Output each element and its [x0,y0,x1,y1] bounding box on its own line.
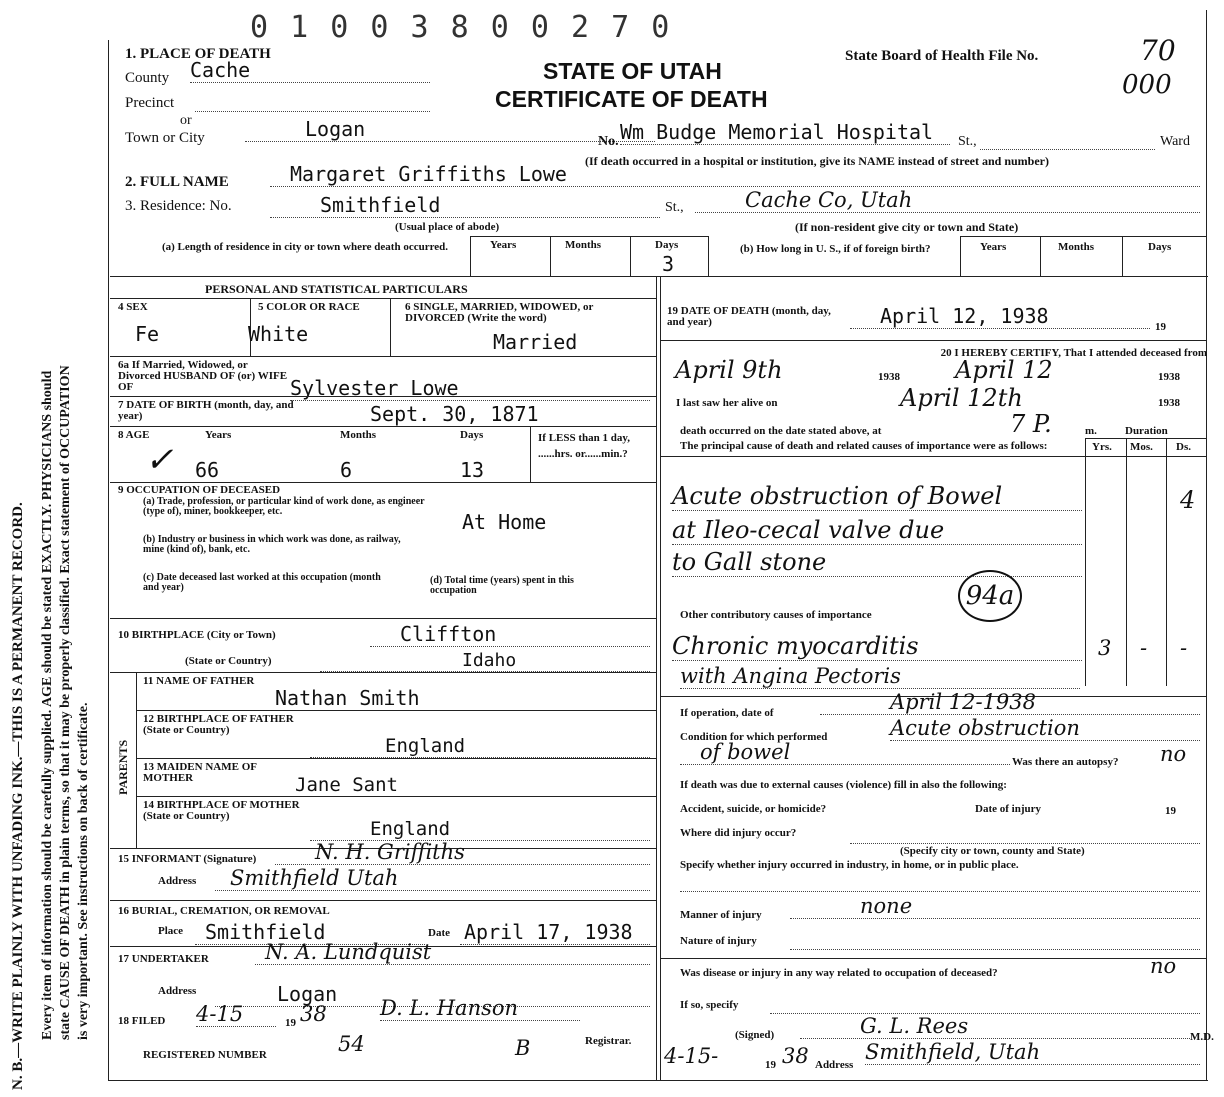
county-label: County [125,70,170,86]
manner-label: Manner of injury [680,909,762,921]
cause-label: The principal cause of death and related causes of importance were as follows: [680,440,1048,452]
occupation-related-top [660,958,1206,959]
age-days: 13 [460,458,485,482]
specify-industry-label: Specify whether injury occurred in industry, in home, or in public place. [680,859,1019,871]
attended-from: April 9th [675,356,783,384]
occupation-label: 9 OCCUPATION OF DECEASED [118,484,281,496]
autopsy-value: no [1160,742,1187,766]
spouse-value: Sylvester Lowe [290,376,650,401]
injury-19: 19 [1165,805,1176,817]
birthplace-label: 10 BIRTHPLACE (City or Town) [118,629,276,641]
undertaker-address: Logan [215,982,650,1007]
personal-line-3 [110,396,656,397]
age-years-label: Years [205,429,232,441]
cause-top [660,456,1206,457]
father-birthplace: England [310,735,650,758]
residence-value: Smithfield [270,193,660,218]
occupation-c-label: (c) Date deceased last worked at this occupation (month and year) [143,572,381,593]
cause-code: 94a [958,570,1022,622]
duration-col-3 [1166,438,1167,686]
registered-number-label: REGISTERED NUMBER [143,1049,267,1061]
res-box-div-3 [630,236,631,276]
last-saw-year: 1938 [1158,397,1180,409]
precinct-label: Precinct [125,95,175,111]
res-years-label: Years [490,239,517,251]
parents-top [110,672,656,673]
condition-line-2: of bowel [680,740,1010,765]
father-name: Nathan Smith [250,686,650,711]
birthplace-state-label: (State or Country) [185,655,272,667]
personal-line-4 [110,426,656,427]
duration-col-1 [1085,438,1086,686]
registrar-label: Registrar. [585,1035,632,1047]
res-box-div-2 [550,236,551,276]
undertaker-label: 17 UNDERTAKER [118,953,209,965]
us-box-div-2 [1040,236,1041,276]
ward-label: Ward [1160,134,1190,149]
age-divider [530,426,531,482]
father-name-label: 11 NAME OF FATHER [143,675,255,687]
last-saw-label: I last saw her alive on [676,397,778,409]
filed-label: 18 FILED [118,1015,166,1027]
registered-number: 54 [338,1032,365,1056]
ds-label: Ds. [1176,441,1191,453]
birthplace-state: Idaho [320,650,650,672]
full-name-value: Margaret Griffiths Lowe [270,162,1200,187]
age-label: 8 AGE [118,429,150,441]
occupation-d-label: (d) Total time (years) spent in this occupation [430,575,574,596]
specify-place-note: (Specify city or town, county and State) [900,845,1085,857]
res-days-value: 3 [662,252,675,276]
external-causes-label: If death was due to external causes (violence) fill in also the following: [680,779,1007,791]
age-months: 6 [340,458,353,482]
specify-industry-line [680,890,1200,892]
duration-label: Duration [1125,425,1168,437]
residence-label: 3. Residence: No. [125,198,232,214]
res-box-div-4 [708,236,709,276]
us-days-label: Days [1148,241,1172,253]
us-box-top [960,236,1206,237]
hospital-note: (If death occurred in a hospital or institution, give its NAME instead of street and number) [585,154,1050,168]
color-label: 5 COLOR OR RACE [258,301,360,313]
full-name-label: 2. FULL NAME [125,174,229,190]
length-residence-label: (a) Length of residence in city or town where death occurred. [161,241,449,253]
sidebar-warning: N. B.—WRITE PLAINLY WITH UNFADING INK.—THIS IS A PERMANENT RECORD. [10,502,26,1090]
color-divider [390,298,391,356]
signed-date: 4-15- [664,1044,719,1068]
marital-value: Married [493,330,578,354]
burial-label: 16 BURIAL, CREMATION, OR REMOVAL [118,905,330,917]
physician-signature: G. L. Rees [800,1014,1190,1039]
dod-bottom [660,340,1206,341]
frame-bottom [108,1080,1208,1081]
st-label: St., [958,134,977,149]
nature-label: Nature of injury [680,935,757,947]
autopsy-label: Was there an autopsy? [1012,756,1119,768]
sidebar-line-3: state CAUSE OF DEATH in plain terms, so that it may be properly classified. Exact statement of OCCUPATION [58,365,73,1040]
informant-address-label: Address [158,875,197,887]
sidebar-line-2: Every item of information should be carefully supplied. AGE should be stated EXACTLY. PHYSICIANS should [40,370,55,1040]
dod-19: 19 [1155,321,1166,333]
yrs-label: Yrs. [1092,441,1112,453]
dod-label: 19 DATE OF DEATH (month, day, and year) [667,305,831,328]
street-line [980,148,1155,150]
age-years: 66 [195,458,220,482]
sex-value: Fe [135,322,160,346]
manner-value: none [790,894,1200,919]
cause-1-days: 4 [1180,486,1196,514]
where-injury-line [850,842,1200,844]
res-days-label: Days [655,239,679,251]
filed-year: 38 [300,1002,327,1026]
filed-year-prefix: 19 [285,1017,296,1029]
informant-label: 15 INFORMANT (Signature) [118,853,257,865]
informant-bottom [110,900,656,901]
personal-line-2 [110,356,656,357]
other-causes-label: Other contributory causes of importance [680,609,872,621]
frame-right [1206,10,1207,1080]
mother-birthplace-label: 14 BIRTHPLACE OF MOTHER (State or Country) [143,799,300,822]
age-days-label: Days [460,429,484,441]
occurred-label: death occurred on the date stated above, at [680,425,882,437]
parents-side-label: PARENTS [116,739,130,795]
us-residence-label: (b) How long in U. S., if of foreign birth? [740,243,931,255]
burial-date-label: Date [428,927,450,939]
undertaker-signature: N. A. Lundquist [255,940,650,965]
signer-address-label: Address [815,1059,854,1071]
condition-line-1: Acute obstruction [890,716,1200,741]
nature-line [790,948,1200,950]
cause-line-1: Acute obstruction of Bowel [672,482,1082,511]
undertaker-address-label: Address [158,985,197,997]
filed-date: 4-15 [196,1002,276,1027]
section-divider [110,276,1208,277]
age-months-label: Months [340,429,377,441]
operation-label: If operation, date of [680,707,774,719]
county-value: Cache [190,58,430,83]
precinct-line [195,110,430,112]
other-days: - [1180,636,1188,660]
or-label: or [180,113,192,128]
us-years-label: Years [980,241,1007,253]
less-than-label: If LESS than 1 day, ......hrs. or......min.? [538,432,631,460]
birthplace-city: Cliffton [370,622,650,647]
sidebar-line-4: is very important. See instructions on back of certificate. [76,702,91,1040]
signer-address: Smithfield, Utah [865,1040,1200,1065]
sex-label: 4 SEX [118,301,148,313]
other-cause-1: Chronic myocarditis [672,632,1082,661]
other-cause-2: with Angina Pectoris [680,664,1080,689]
occupation-related-value: no [1150,954,1177,978]
other-months: - [1140,636,1148,660]
burial-place: Smithfield [195,920,425,945]
burial-date: April 17, 1938 [460,920,650,945]
file-no-label: State Board of Health File No. [845,48,1039,64]
mos-label: Mos. [1130,441,1153,453]
from-year: 1938 [878,371,900,383]
town-label: Town or City [125,130,205,146]
md-label: M.D. [1190,1031,1214,1043]
personal-section-title: PERSONAL AND STATISTICAL PARTICULARS [205,282,468,296]
hospital-value: Wm Budge Memorial Hospital [620,120,950,145]
injury-date-label: Date of injury [975,803,1041,815]
parents-line-2 [136,758,656,759]
occupation-value: At Home [462,510,547,534]
burial-place-label: Place [158,925,184,937]
mother-name-label: 13 MAIDEN NAME OF MOTHER [143,761,257,784]
occupation-a-label: (a) Trade, profession, or particular kind of work done, as engineer (type of), miner, bookkeeper, etc. [143,496,425,517]
where-injury-label: Where did injury occur? [680,827,797,839]
parents-line-1 [136,710,656,711]
registered-b: B [515,1036,531,1060]
personal-line-1 [110,298,656,299]
us-box-div-1 [960,236,961,276]
accident-label: Accident, suicide, or homicide? [680,803,827,815]
serial-number: 0 1 0 0 3 8 0 0 2 7 0 [250,10,672,45]
spouse-label: 6a If Married, Widowed, or Divorced HUSBAND OF (or) WIFE OF [118,359,288,393]
duration-col-2 [1126,438,1127,686]
informant-address: Smithfield Utah [215,866,650,891]
dob-value: Sept. 30, 1871 [370,402,539,426]
occupation-related-label: Was disease or injury in any way related to occupation of deceased? [680,967,998,979]
residence-county: Cache Co, Utah [695,188,1200,213]
if-so-specify-label: If so, specify [680,999,739,1011]
hour-m: m. [1085,425,1097,437]
frame-left [108,40,109,1080]
marital-label: 6 SINGLE, MARRIED, WIDOWED, or DIVORCED (Write the word) [405,301,594,324]
cause-line-3: to Gall stone [672,548,1082,577]
certificate-title: CERTIFICATE OF DEATH [495,86,768,112]
duration-top [1085,438,1206,439]
state-title: STATE OF UTAH [543,58,722,84]
usual-abode-note: (Usual place of abode) [395,221,500,233]
mother-birthplace: England [310,818,650,841]
nonresident-note: (If non-resident give city or town and State) [795,220,1019,234]
column-divider-2 [660,276,661,1080]
file-no-2: 000 [1122,70,1172,100]
death-hour: 7 P. [1010,410,1052,438]
attended-to: April 12 [955,356,1053,384]
parents-line-3 [136,796,656,797]
color-value: White [248,322,309,346]
signed-19: 19 [765,1059,776,1071]
occupation-b-label: (b) Industry or business in which work was done, as railway, mine (kind of), bank, etc. [143,534,401,555]
place-of-death-label: 1. PLACE OF DEATH [125,46,271,62]
no-label: No. [598,134,619,149]
parents-side [136,672,137,848]
signed-year: 38 [782,1044,809,1068]
age-checkmark: ✓ [145,440,174,480]
res-months-label: Months [565,239,602,251]
certify-label: 20 I HEREBY CERTIFY, That I attended deceased from [940,347,1207,359]
town-value: Logan [245,117,655,142]
operation-date: April 12-1938 [820,690,1200,715]
personal-line-5 [110,482,656,483]
dob-label: 7 DATE OF BIRTH (month, day, and year) [118,399,294,422]
last-saw-date: April 12th [900,384,1023,412]
res-box-div-1 [470,236,471,276]
mother-name: Jane Sant [270,774,650,797]
condition-label: Condition for which performed [680,731,828,743]
father-birthplace-label: 12 BIRTHPLACE OF FATHER (State or Country) [143,713,294,736]
column-divider [656,276,657,1080]
residence-st-label: St., [665,200,684,215]
cause-line-2: at Ileo-cecal valve due [672,516,1082,545]
us-months-label: Months [1058,241,1095,253]
file-no: 70 [1140,34,1176,67]
to-year: 1938 [1158,371,1180,383]
personal-line-6 [110,618,656,619]
informant-signature: N. H. Griffiths [275,840,650,865]
other-years: 3 [1098,636,1112,660]
us-box-div-3 [1122,236,1123,276]
res-box-top [470,236,708,237]
registrar-signature: D. L. Hanson [380,996,580,1021]
dod-value: April 12, 1938 [850,304,1150,329]
signed-label: (Signed) [735,1029,775,1041]
